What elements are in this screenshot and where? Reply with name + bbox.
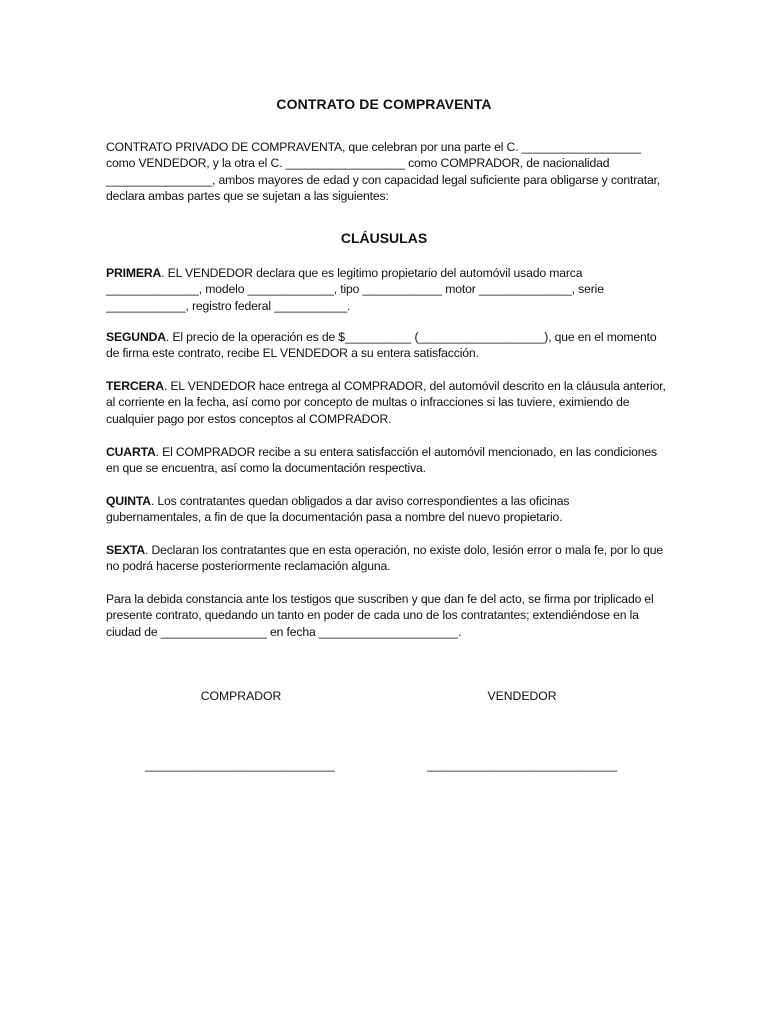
clause-text: . Declaran los contratantes que en esta operación, no existe dolo, lesión error o mala fe, por lo que no podrá hacerse posteriormente reclamación alguna.	[106, 543, 664, 574]
clause-label: PRIMERA	[106, 266, 162, 280]
clause-label: TERCERA	[106, 379, 164, 393]
intro-paragraph: CONTRATO PRIVADO DE COMPRAVENTA, que celebran por una parte el C. __________________ como VENDEDOR, y la otra el C. __________________ como COMPRADOR, de nacionalidad ________________, ambos mayores de edad y con capacidad legal suficiente para obligarse y contratar, declara ambas partes que se sujetan a las siguientes:	[106, 140, 661, 204]
clause-text: . El precio de la operación es de $__________ (___________________), que en el momento de firma este contrato, recibe EL VENDEDOR a su entera satisfacción.	[106, 330, 657, 361]
clause-label: CUARTA	[106, 445, 156, 459]
clause-text: . El COMPRADOR recibe a su entera satisfacción el automóvil mencionado, en las condiciones en que se encuentra, así como la documentación respectiva.	[106, 445, 657, 476]
clause-label: SEGUNDA	[106, 330, 166, 344]
clause-cuarta	[106, 444, 666, 477]
clause-label: SEXTA	[106, 543, 145, 557]
clause-label: QUINTA	[106, 494, 151, 508]
clause-segunda	[106, 329, 666, 362]
buyer-signature-label: COMPRADOR	[200, 689, 282, 703]
seller-signature-line: ____________________________	[427, 758, 617, 772]
seller-signature-label: VENDEDOR	[487, 689, 557, 703]
closing-paragraph: Para la debida constancia ante los testigos que suscriben y que dan fe del acto, se firma por triplicado el presente contrato, quedando un tanto en poder de cada uno de los contratantes; extendiéndose en la ciudad de ________________ en fecha _____________________.	[106, 592, 654, 639]
clause-text: . Los contratantes quedan obligados a dar aviso correspondientes a las oficinas gubernamentales, a fin de que la documentación pasa a nombre del nuevo propietario.	[106, 494, 570, 525]
clause-text: . EL VENDEDOR declara que es legitimo propietario del automóvil usado marca ______________, modelo _____________, tipo ____________ motor ______________, serie ____________, registro federal ___________.	[106, 266, 604, 313]
document-title: CONTRATO DE COMPRAVENTA	[276, 96, 492, 112]
clause-sexta	[106, 542, 666, 575]
clause-quinta	[106, 493, 666, 526]
buyer-signature-line: ____________________________	[145, 758, 335, 772]
clause-tercera	[106, 378, 666, 427]
clause-text: . EL VENDEDOR hace entrega al COMPRADOR, del automóvil descrito en la cláusula anterior, al corriente en la fecha, así como por concepto de multas o infracciones si las tuviere, eximiendo de cualquier pago por estos conceptos al COMPRADOR.	[106, 379, 666, 426]
clauses-heading: CLÁUSULAS	[340, 230, 428, 246]
clause-primera	[106, 265, 666, 314]
